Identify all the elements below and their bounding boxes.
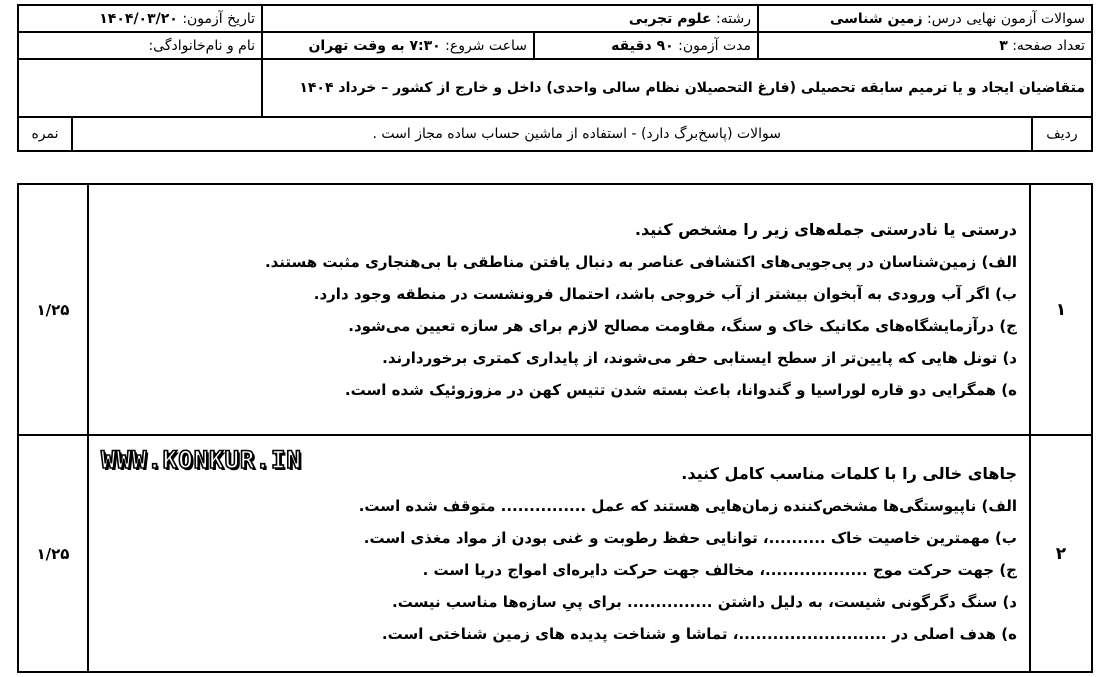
duration-cell (534, 32, 758, 59)
duration-value: ۹۰ دقیقه (611, 37, 674, 54)
header-row-1 (18, 5, 1092, 32)
question-number: ۲ (1030, 435, 1092, 672)
header-row-3 (18, 59, 1092, 117)
question-item: ب) اگر آب ورودی به آبخوان بیشتر از آب خروجی باشد، احتمال فرونشست در منطقه وجود دارد. (313, 284, 1017, 303)
question-row-1 (18, 184, 1092, 435)
header-row-2 (18, 32, 1092, 59)
question-item: ه) همگرایی دو قاره لوراسیا و گندوانا، باعث بسته شدن تتیس کهن در مزوزوئیک شده است. (344, 380, 1017, 399)
columns-header-cell (18, 117, 1092, 151)
questions-column-label: سوالات (پاسخ‌برگ دارد) - استفاده از ماشین حساب ساده مجاز است . (372, 126, 781, 142)
duration-label: مدت آزمون: (678, 37, 751, 54)
row-column-label: ردیف (1032, 118, 1091, 150)
question-item: ب) مهمترین خاصیت خاک ..........، توانایی حفظ رطوبت و غنی بودن از مواد مغذی است. (363, 528, 1017, 547)
student-name-cell (18, 32, 262, 59)
exam-date-label: تاریخ آزمون: (182, 10, 255, 27)
question-number: ۱ (1030, 184, 1092, 435)
start-time-value: ۷:۳۰ به وقت تهران (308, 37, 441, 54)
score-column-label: نمره (19, 118, 72, 150)
empty-cell (18, 59, 262, 117)
question-score: ۱/۲۵ (18, 184, 88, 435)
question-item: الف) ناپیوستگی‌ها مشخص‌کننده زمان‌هایی هستند که عمل ............... متوقف شده است. (358, 496, 1017, 515)
columns-header (19, 118, 1091, 150)
start-time-cell (262, 32, 534, 59)
page-count-value: ۳ (999, 37, 1008, 54)
question-item: ه) هدف اصلی در ..........................، تماشا و شناخت پدیده های زمین شناختی است. (381, 624, 1017, 643)
start-time-label: ساعت شروع: (445, 37, 527, 54)
course-title-value: زمین شناسی (829, 10, 923, 27)
exam-header (17, 4, 1093, 152)
applicants-cell (262, 59, 1092, 117)
question-item: د) تونل هایی که پایین‌تر از سطح ایستابی حفر می‌شوند، از پایداری کمتری برخوردارند. (382, 348, 1017, 367)
course-title-cell (758, 5, 1092, 32)
question-score: ۱/۲۵ (18, 435, 88, 672)
field-cell (262, 5, 758, 32)
question-row-2 (18, 435, 1092, 672)
question-content (88, 184, 1030, 435)
page-count-cell (758, 32, 1092, 59)
question-title: جاهای خالی را با کلمات مناسب کامل کنید. (681, 463, 1017, 483)
page-count-label: تعداد صفحه: (1012, 37, 1085, 54)
field-value: علوم تجربی (628, 10, 712, 27)
question-item: الف) زمین‌شناسان در پی‌جویی‌های اکتشافی عناصر به دنبال یافتن مناطقی با بی‌هنجاری مثبت هستند. (264, 252, 1017, 271)
question-content (88, 435, 1030, 672)
header-row-4 (18, 117, 1092, 151)
field-label: رشته: (716, 10, 751, 27)
question-item: ج) جهت حرکت موج ..................، مخالف جهت حرکت دایره‌ای امواج دریا است . (422, 560, 1017, 579)
exam-date-value: ۱۴۰۴/۰۳/۲۰ (99, 10, 178, 27)
questions-table (17, 183, 1093, 673)
applicants-text: متقاضیان ایجاد و یا ترمیم سابقه تحصیلی (فارغ التحصیلان نظام سالی واحدی) داخل و خارج از کشور – خرداد ۱۴۰۴ (299, 80, 1085, 96)
question-item: ج) درآزمایشگاه‌های مکانیک خاک و سنگ، مقاومت مصالح لازم برای هر سازه تعیین می‌شود. (348, 316, 1017, 335)
student-name-label: نام و نام‌خانوادگی: (148, 37, 255, 54)
question-item: د) سنگ دگرگونی شیست، به دلیل داشتن ............... برای پیِ سازه‌ها مناسب نیست. (392, 592, 1017, 611)
exam-date-cell (18, 5, 262, 32)
question-title: درستی یا نادرستی جمله‌های زیر را مشخص کنید. (634, 219, 1017, 239)
course-title-label: سوالات آزمون نهایی درس: (926, 10, 1085, 27)
watermark-logo: WWW.KONKUR.IN (101, 446, 302, 474)
